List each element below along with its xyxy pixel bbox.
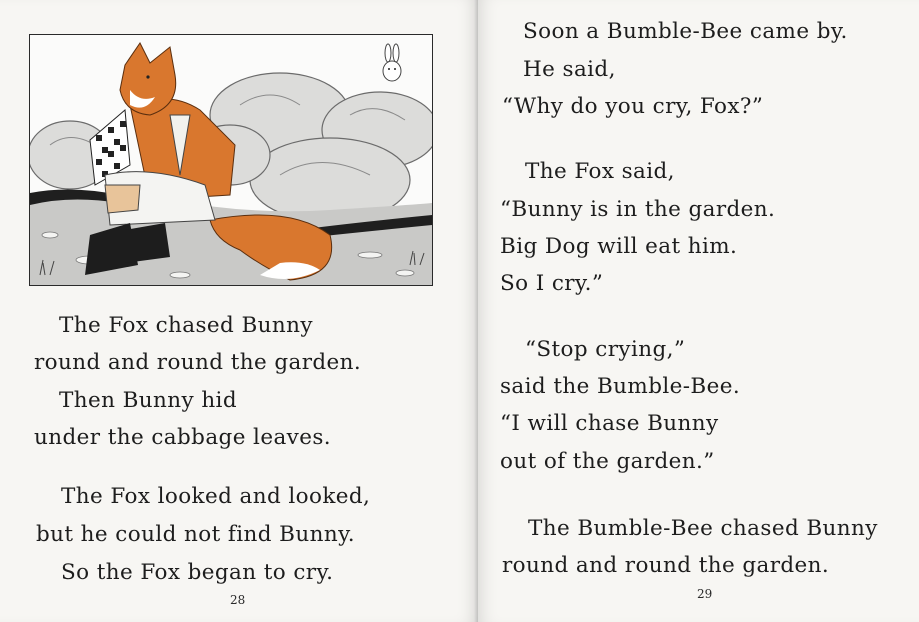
right-para4-line1: The Bumble-Bee chased Bunny: [528, 516, 878, 541]
right-para3-line3: “I will chase Bunny: [500, 411, 719, 436]
right-para2-line2: “Bunny is in the garden.: [500, 197, 776, 222]
right-para2-line3: Big Dog will eat him.: [500, 234, 738, 259]
right-para4-line2: round and round the garden.: [502, 553, 830, 578]
right-para1-line1: Soon a Bumble-Bee came by.: [523, 19, 848, 44]
illustration-art: [30, 35, 432, 285]
right-page: [478, 0, 919, 622]
left-para1-line1: The Fox chased Bunny: [59, 313, 313, 338]
left-para1-line2: round and round the garden.: [34, 350, 362, 375]
right-para3-line4: out of the garden.”: [500, 449, 715, 474]
page-number-right: 29: [697, 587, 713, 601]
fox-cabbage-illustration: [29, 34, 433, 286]
left-para1-line4: under the cabbage leaves.: [34, 425, 332, 450]
right-para2-line4: So I cry.”: [500, 271, 604, 296]
right-para1-line2: He said,: [523, 57, 616, 82]
left-para2-line1: The Fox looked and looked,: [61, 484, 371, 509]
right-para3-line2: said the Bumble-Bee.: [500, 374, 741, 399]
left-para2-line3: So the Fox began to cry.: [61, 560, 334, 585]
right-para3-line1: “Stop crying,”: [525, 337, 686, 362]
left-para1-line3: Then Bunny hid: [59, 388, 237, 413]
left-para2-line2: but he could not find Bunny.: [36, 522, 356, 547]
right-para2-line1: The Fox said,: [525, 159, 675, 184]
right-para1-line3: “Why do you cry, Fox?”: [502, 94, 764, 119]
page-number-left: 28: [230, 593, 246, 607]
